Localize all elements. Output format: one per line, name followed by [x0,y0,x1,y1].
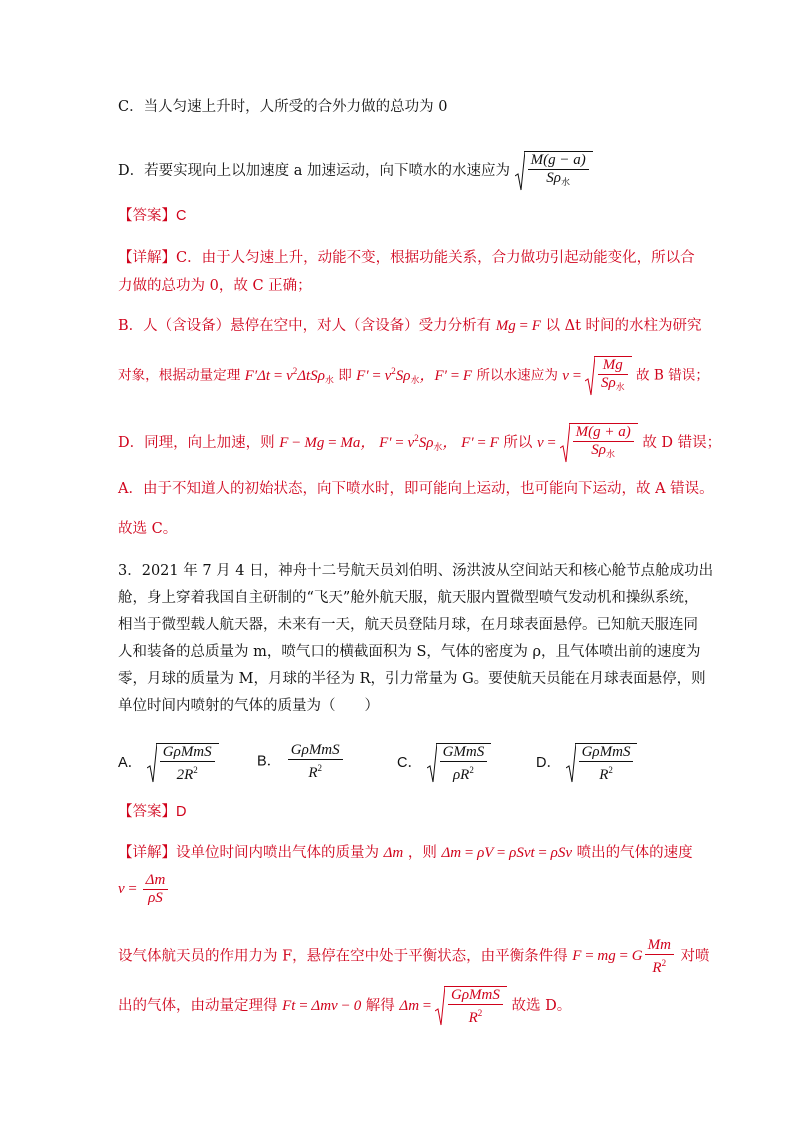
formula-mass-flow: Δm = ρV = ρSvt = ρSv [441,845,572,861]
formula-v-d: v = $\frac{M(g + a)}{S\rho_水}$ [537,422,638,464]
q3-option-a: A． $\frac{\text{GρMmS}}{2R^2}$ [118,742,219,784]
q3-option-d: D． $\frac{\text{GρMmS}}{R^2}$ [536,742,637,784]
prev-detail-b-line1: B．人（含设备）悬停在空中，对人（含设备）受力分析有 Mg = F 以 Δt 时间的水柱为研究 [118,318,702,334]
prev-detail-d: D．同理，向上加速，则 F − Mg = Ma， $F' = v^2S\rho_水$， F′ = F 所以 v = $\frac{M(g + a)}{S\rho_水}$ 故 D 错误； [118,422,721,464]
q3-stem-line5: 零，月球的质量为 M，月球的半径为 R，引力常量为 G。要使航天员能在月球表面悬停，则 [118,671,706,687]
q3-stem-line3: 相当于微型载人航天器，未来有一天，航天员登陆月球，在月球表面悬停。已知航天服连同 [118,617,698,633]
formula-d-force: F − Mg = Ma， $F' = v^2S\rho_水$， F′ = F [279,433,499,452]
prev-answer: 【答案】C [118,208,187,224]
q3-stem-line2: 舱，身上穿着我国自主研制的“飞天”舱外航天服，航天服内置微型喷气发动机和操纵系统， [118,590,699,606]
q3-option-c: C． $\frac{\text{GMmS}}{\rho R^2}$ [397,742,491,784]
prev-choose: 故选 C。 [118,521,178,537]
option-c: C．当人匀速上升时，人所受的合外力做的总功为 0 [118,99,448,115]
formula-mg-f: Mg = F [495,318,541,334]
q3-option-b: B． $\frac{\text{GρMmS}}{R^2}$ [257,742,345,782]
formula-momentum: Ft = Δmv − 0 [282,998,362,1014]
q3-detail-line4: 出的气体，由动量定理得 Ft = Δmv − 0 解得 Δm = $\frac{\text{GρMmS}}{R^2}$ 故选 D。 [118,986,572,1026]
q3-stem-line6: 单位时间内喷射的气体的质量为（ ） [118,698,379,714]
formula-force: $F' = v^2S\rho_水$，F′ = F [356,365,473,385]
formula-result: Δm = $\frac{\text{GρMmS}}{R^2}$ [399,985,506,1027]
q3-detail-line2 [118,872,170,907]
formula-v-b: v = $\frac{Mg}{S\rho_水}$ [562,355,631,397]
q3-answer: 【答案】D [118,804,187,820]
formula-impulse: $F'\Delta t = v^2\Delta tS\rho_水$ [244,365,334,385]
q3-detail-line1: 【详解】设单位时间内喷出气体的质量为 Δm ，则 Δm = ρV = ρSvt = ρSv 喷出的气体的速度 [118,845,693,861]
q3-stem-line1: 3．2021 年 7 月 4 日，神舟十二号航天员刘伯明、汤洪波从空间站天和核心舱节点舱成功出 [118,563,714,579]
formula-velocity: v = $\frac{\Delta m}{\rho S}$ [118,881,170,897]
prev-detail-b-line2: 对象，根据动量定理 $F'\Delta t = v^2\Delta tS\rho_水$ 即 $F' = v^2S\rho_水$，F′ = F 所以水速应为 v = $\frac{Mg}{S\rho_水}$ 故 B 错误； [118,355,709,397]
prev-detail-a: A．由于不知道人的初始状态，向下喷水时，即可能向上运动，也可能向下运动，故 A 错误。 [118,481,714,497]
option-d: D．若要实现向上以加速度 a 加速运动，向下喷水的水速应为 $\frac{M(g - a)}{S\rho_水}$ [118,150,593,192]
formula-gravity: F = mg = G $\frac{Mm}{R^2}$ [572,948,676,964]
q3-option-d-formula: $\frac{\text{GρMmS}}{R^2}$ [566,742,638,784]
q3-detail-line3: 设气体航天员的作用力为 F，悬停在空中处于平衡状态，由平衡条件得 F = mg = G $\frac{Mm}{R^2}$ 对喷 [118,937,710,976]
prev-detail-line1: 【详解】C．由于人匀速上升，动能不变，根据功能关系，合力做功引起动能变化，所以合 [118,250,695,266]
q3-option-a-formula: $\frac{\text{GρMmS}}{2R^2}$ [147,742,219,784]
q3-option-c-formula: $\frac{\text{GMmS}}{\rho R^2}$ [427,742,492,784]
q3-option-b-formula: $\frac{\text{GρMmS}}{R^2}$ [286,753,345,769]
option-d-formula: $\frac{M(g - a)}{S\rho_水}$ [515,150,593,192]
formula-delta-m: Δm [383,845,404,861]
prev-detail-line2: 力做的总功为 0，故 C 正确； [118,278,312,294]
q3-stem-line4: 人和装备的总质量为 m，喷气口的横截面积为 S，气体的密度为 ρ，且气体喷出前的速度为 [118,644,701,660]
